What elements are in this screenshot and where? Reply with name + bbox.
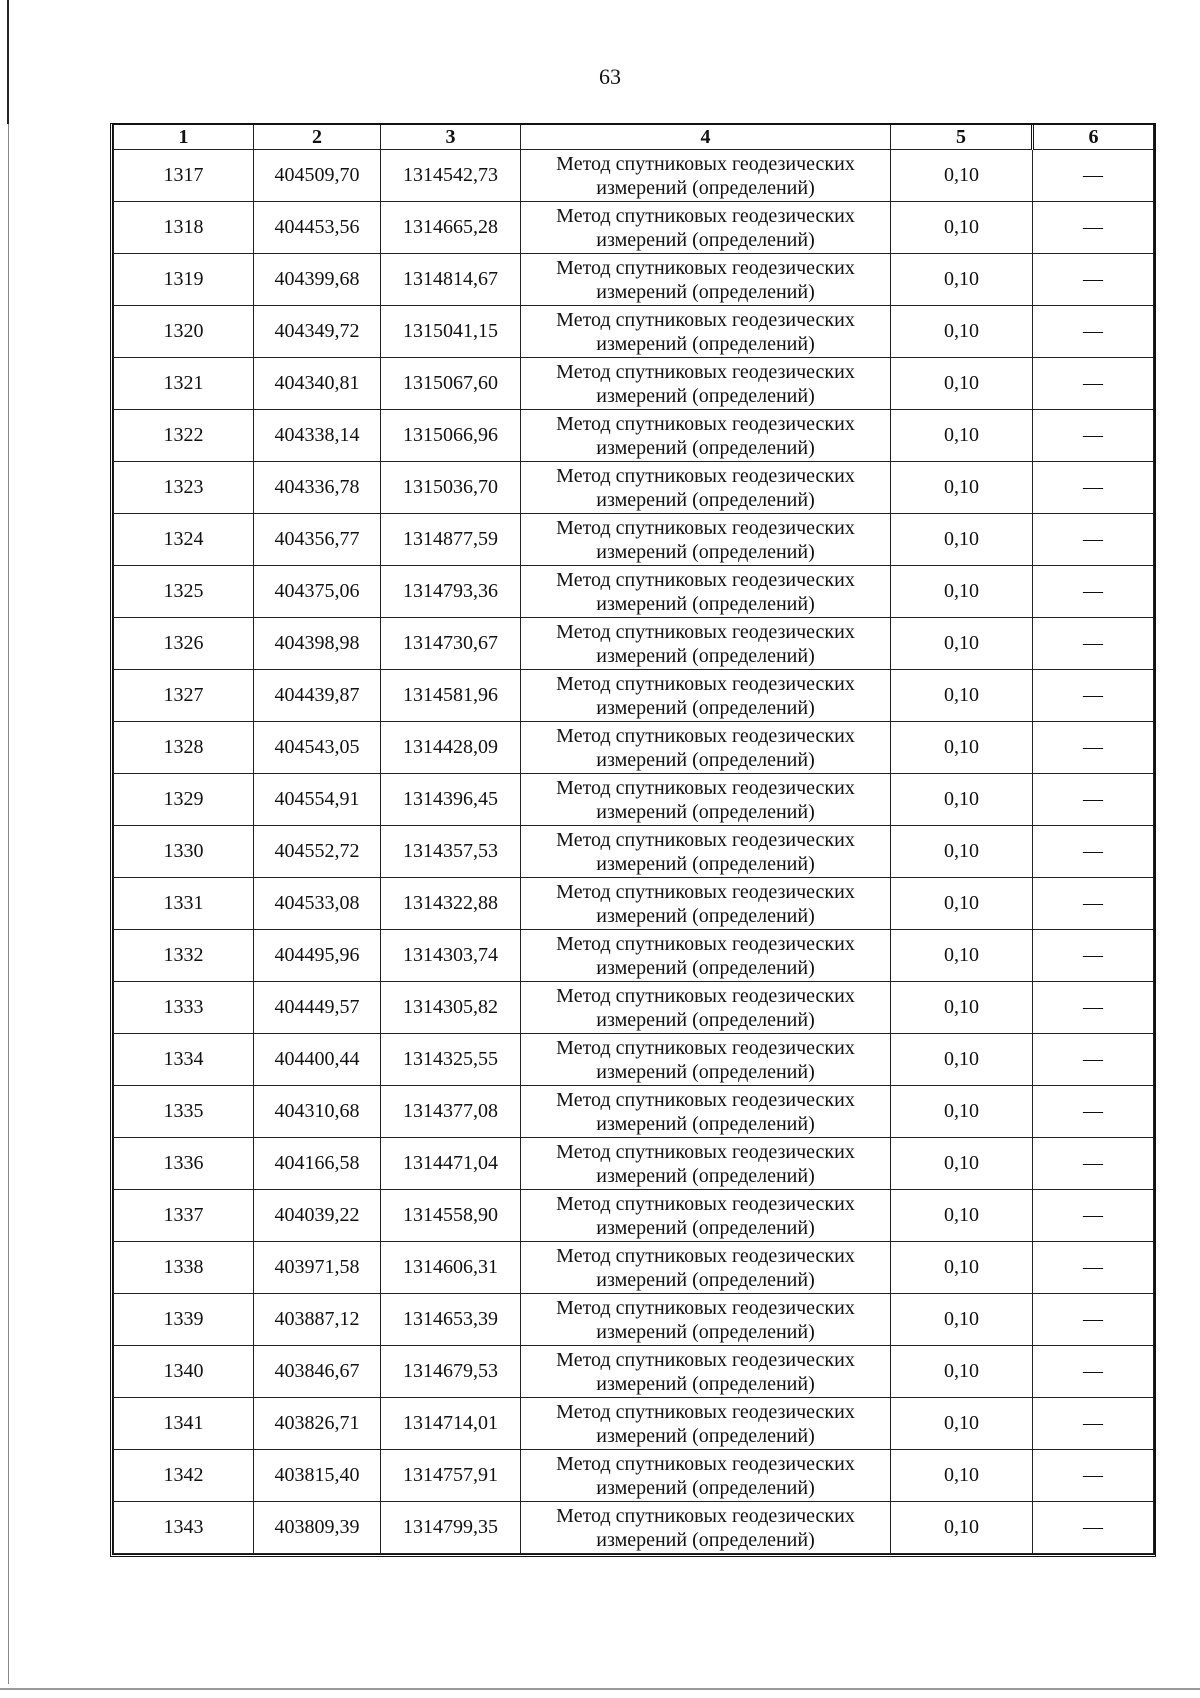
method-cell: [521, 878, 891, 930]
method-cell: [521, 1138, 891, 1190]
accuracy-cell: 0,10: [891, 774, 1033, 826]
coordinate-y-cell: 1314581,96: [381, 670, 521, 722]
header-cell-6: 6: [1033, 125, 1154, 150]
coordinate-y-cell: 1314428,09: [381, 722, 521, 774]
table-body: [114, 150, 1154, 1554]
method-cell: [521, 930, 891, 982]
method-cell: [521, 1346, 891, 1398]
method-line-1: Метод спутниковых геодезических: [556, 308, 855, 331]
accuracy-cell: 0,10: [891, 254, 1033, 306]
method-line-1: Метод спутниковых геодезических: [556, 1244, 855, 1267]
coordinate-x-cell: 404336,78: [254, 462, 381, 514]
method-line-2: измерений (определений): [596, 540, 815, 563]
method-line-1: Метод спутниковых геодезических: [556, 1400, 855, 1423]
table-row: [114, 1294, 1154, 1346]
header-cell-2: 2: [254, 125, 381, 150]
coordinate-y-cell: 1314679,53: [381, 1346, 521, 1398]
method-line-2: измерений (определений): [596, 436, 815, 459]
method-line-1: Метод спутниковых геодезических: [556, 412, 855, 435]
accuracy-cell: 0,10: [891, 722, 1033, 774]
point-number-cell: 1326: [114, 618, 254, 670]
accuracy-cell: 0,10: [891, 202, 1033, 254]
point-number-cell: 1332: [114, 930, 254, 982]
method-line-1: Метод спутниковых геодезических: [556, 984, 855, 1007]
method-cell: [521, 1034, 891, 1086]
coordinate-y-cell: 1314730,67: [381, 618, 521, 670]
coordinate-y-cell: 1314665,28: [381, 202, 521, 254]
point-number-cell: 1334: [114, 1034, 254, 1086]
coordinate-y-cell: 1314396,45: [381, 774, 521, 826]
coordinate-y-cell: 1314377,08: [381, 1086, 521, 1138]
method-line-2: измерений (определений): [596, 1372, 815, 1395]
method-cell: [521, 462, 891, 514]
method-line-2: измерений (определений): [596, 228, 815, 251]
coordinate-x-cell: 403846,67: [254, 1346, 381, 1398]
table-row: [114, 1086, 1154, 1138]
coordinate-x-cell: 404338,14: [254, 410, 381, 462]
coordinate-y-cell: 1314757,91: [381, 1450, 521, 1502]
coordinate-x-cell: 404554,91: [254, 774, 381, 826]
header-cell-4: 4: [521, 125, 891, 150]
method-cell: [521, 1450, 891, 1502]
left-margin-rule: [7, 0, 9, 124]
table-row: [114, 670, 1154, 722]
method-line-2: измерений (определений): [596, 176, 815, 199]
coordinate-y-cell: 1314357,53: [381, 826, 521, 878]
method-cell: [521, 1190, 891, 1242]
coordinate-x-cell: 404356,77: [254, 514, 381, 566]
accuracy-cell: 0,10: [891, 1190, 1033, 1242]
point-number-cell: 1333: [114, 982, 254, 1034]
accuracy-cell: 0,10: [891, 150, 1033, 202]
method-line-1: Метод спутниковых геодезических: [556, 672, 855, 695]
point-number-cell: 1317: [114, 150, 254, 202]
method-line-2: измерений (определений): [596, 1268, 815, 1291]
header-cell-5: 5: [891, 125, 1033, 150]
method-line-2: измерений (определений): [596, 332, 815, 355]
method-line-1: Метод спутниковых геодезических: [556, 256, 855, 279]
method-cell: [521, 1502, 891, 1554]
method-line-1: Метод спутниковых геодезических: [556, 1036, 855, 1059]
method-cell: [521, 254, 891, 306]
point-number-cell: 1321: [114, 358, 254, 410]
method-line-2: измерений (определений): [596, 1320, 815, 1343]
method-line-2: измерений (определений): [596, 1476, 815, 1499]
accuracy-cell: 0,10: [891, 1398, 1033, 1450]
header-cell-3: 3: [381, 125, 521, 150]
note-cell: —: [1033, 1242, 1154, 1294]
coordinate-y-cell: 1315067,60: [381, 358, 521, 410]
accuracy-cell: 0,10: [891, 982, 1033, 1034]
coordinate-y-cell: 1314793,36: [381, 566, 521, 618]
table-row: [114, 1346, 1154, 1398]
coordinate-x-cell: 404439,87: [254, 670, 381, 722]
table-row: [114, 1502, 1154, 1554]
method-cell: [521, 982, 891, 1034]
coordinate-y-cell: 1314303,74: [381, 930, 521, 982]
note-cell: —: [1033, 1086, 1154, 1138]
note-cell: —: [1033, 774, 1154, 826]
coordinate-x-cell: 404310,68: [254, 1086, 381, 1138]
table-row: [114, 514, 1154, 566]
method-line-1: Метод спутниковых геодезических: [556, 776, 855, 799]
method-line-2: измерений (определений): [596, 748, 815, 771]
method-line-1: Метод спутниковых геодезических: [556, 932, 855, 955]
note-cell: —: [1033, 306, 1154, 358]
note-cell: —: [1033, 1450, 1154, 1502]
accuracy-cell: 0,10: [891, 1450, 1033, 1502]
point-number-cell: 1320: [114, 306, 254, 358]
accuracy-cell: 0,10: [891, 306, 1033, 358]
method-line-2: измерений (определений): [596, 956, 815, 979]
method-line-2: измерений (определений): [596, 696, 815, 719]
point-number-cell: 1318: [114, 202, 254, 254]
point-number-cell: 1342: [114, 1450, 254, 1502]
coordinate-y-cell: 1314606,31: [381, 1242, 521, 1294]
method-cell: [521, 1242, 891, 1294]
accuracy-cell: 0,10: [891, 514, 1033, 566]
note-cell: —: [1033, 410, 1154, 462]
note-cell: —: [1033, 1502, 1154, 1554]
coordinate-y-cell: 1315041,15: [381, 306, 521, 358]
table-row: [114, 1398, 1154, 1450]
point-number-cell: 1331: [114, 878, 254, 930]
note-cell: —: [1033, 150, 1154, 202]
coordinate-y-cell: 1314542,73: [381, 150, 521, 202]
method-cell: [521, 1294, 891, 1346]
coordinate-y-cell: 1314325,55: [381, 1034, 521, 1086]
note-cell: —: [1033, 1190, 1154, 1242]
table-row: [114, 1138, 1154, 1190]
method-line-2: измерений (определений): [596, 592, 815, 615]
table-row: [114, 774, 1154, 826]
coordinate-x-cell: 404039,22: [254, 1190, 381, 1242]
table-row: [114, 202, 1154, 254]
accuracy-cell: 0,10: [891, 670, 1033, 722]
coordinate-y-cell: 1314799,35: [381, 1502, 521, 1554]
accuracy-cell: 0,10: [891, 826, 1033, 878]
table-row: [114, 566, 1154, 618]
point-number-cell: 1327: [114, 670, 254, 722]
note-cell: —: [1033, 202, 1154, 254]
coordinate-y-cell: 1315066,96: [381, 410, 521, 462]
method-line-1: Метод спутниковых геодезических: [556, 724, 855, 747]
method-cell: [521, 1398, 891, 1450]
left-margin-rule-lower: [8, 124, 9, 1684]
table-row: [114, 826, 1154, 878]
note-cell: —: [1033, 1398, 1154, 1450]
coordinate-x-cell: 404543,05: [254, 722, 381, 774]
method-line-1: Метод спутниковых геодезических: [556, 880, 855, 903]
method-line-1: Метод спутниковых геодезических: [556, 1140, 855, 1163]
note-cell: —: [1033, 566, 1154, 618]
method-line-1: Метод спутниковых геодезических: [556, 1452, 855, 1475]
coordinate-x-cell: 404349,72: [254, 306, 381, 358]
table-row: [114, 150, 1154, 202]
table-row: [114, 618, 1154, 670]
coordinate-x-cell: 403887,12: [254, 1294, 381, 1346]
method-line-2: измерений (определений): [596, 1008, 815, 1031]
method-cell: [521, 566, 891, 618]
coordinate-x-cell: 404399,68: [254, 254, 381, 306]
accuracy-cell: 0,10: [891, 1242, 1033, 1294]
accuracy-cell: 0,10: [891, 1086, 1033, 1138]
method-cell: [521, 410, 891, 462]
coordinate-x-cell: 403826,71: [254, 1398, 381, 1450]
method-line-1: Метод спутниковых геодезических: [556, 360, 855, 383]
coordinates-table: [113, 125, 1154, 1554]
method-cell: [521, 514, 891, 566]
coordinate-x-cell: 403971,58: [254, 1242, 381, 1294]
point-number-cell: 1329: [114, 774, 254, 826]
method-cell: [521, 826, 891, 878]
accuracy-cell: 0,10: [891, 930, 1033, 982]
accuracy-cell: 0,10: [891, 1294, 1033, 1346]
method-cell: [521, 670, 891, 722]
coordinate-x-cell: 404400,44: [254, 1034, 381, 1086]
header-cell-1: 1: [114, 125, 254, 150]
coordinates-table-frame: [110, 123, 1156, 1557]
method-cell: [521, 722, 891, 774]
method-line-1: Метод спутниковых геодезических: [556, 1088, 855, 1111]
table-row: [114, 1242, 1154, 1294]
method-line-1: Метод спутниковых геодезических: [556, 568, 855, 591]
coordinate-y-cell: 1314714,01: [381, 1398, 521, 1450]
coordinate-x-cell: 403809,39: [254, 1502, 381, 1554]
note-cell: —: [1033, 1294, 1154, 1346]
coordinate-x-cell: 404340,81: [254, 358, 381, 410]
note-cell: —: [1033, 462, 1154, 514]
method-line-2: измерений (определений): [596, 1216, 815, 1239]
coordinate-y-cell: 1314814,67: [381, 254, 521, 306]
note-cell: —: [1033, 670, 1154, 722]
table-row: [114, 1190, 1154, 1242]
table-row: [114, 722, 1154, 774]
method-cell: [521, 306, 891, 358]
method-line-2: измерений (определений): [596, 904, 815, 927]
method-cell: [521, 1086, 891, 1138]
table-row: [114, 1034, 1154, 1086]
method-line-2: измерений (определений): [596, 644, 815, 667]
note-cell: —: [1033, 722, 1154, 774]
method-line-2: измерений (определений): [596, 1164, 815, 1187]
point-number-cell: 1340: [114, 1346, 254, 1398]
method-line-1: Метод спутниковых геодезических: [556, 1348, 855, 1371]
coordinate-x-cell: 404495,96: [254, 930, 381, 982]
point-number-cell: 1343: [114, 1502, 254, 1554]
coordinate-x-cell: 404533,08: [254, 878, 381, 930]
table-row: [114, 462, 1154, 514]
method-line-1: Метод спутниковых геодезических: [556, 828, 855, 851]
note-cell: —: [1033, 1034, 1154, 1086]
accuracy-cell: 0,10: [891, 1138, 1033, 1190]
method-line-1: Метод спутниковых геодезических: [556, 1504, 855, 1527]
method-line-2: измерений (определений): [596, 800, 815, 823]
coordinate-y-cell: 1314653,39: [381, 1294, 521, 1346]
point-number-cell: 1324: [114, 514, 254, 566]
method-line-1: Метод спутниковых геодезических: [556, 204, 855, 227]
coordinate-x-cell: 403815,40: [254, 1450, 381, 1502]
point-number-cell: 1328: [114, 722, 254, 774]
bottom-scan-rule: [0, 1688, 1200, 1690]
table-row: [114, 1450, 1154, 1502]
coordinate-y-cell: 1314322,88: [381, 878, 521, 930]
note-cell: —: [1033, 618, 1154, 670]
coordinate-y-cell: 1315036,70: [381, 462, 521, 514]
method-cell: [521, 358, 891, 410]
note-cell: —: [1033, 514, 1154, 566]
method-line-2: измерений (определений): [596, 1424, 815, 1447]
note-cell: —: [1033, 930, 1154, 982]
table-row: [114, 306, 1154, 358]
point-number-cell: 1323: [114, 462, 254, 514]
method-line-2: измерений (определений): [596, 280, 815, 303]
method-line-1: Метод спутниковых геодезических: [556, 464, 855, 487]
coordinate-y-cell: 1314305,82: [381, 982, 521, 1034]
page-number: 63: [599, 64, 621, 89]
point-number-cell: 1341: [114, 1398, 254, 1450]
coordinate-y-cell: 1314877,59: [381, 514, 521, 566]
accuracy-cell: 0,10: [891, 462, 1033, 514]
table-row: [114, 254, 1154, 306]
point-number-cell: 1322: [114, 410, 254, 462]
method-line-2: измерений (определений): [596, 1528, 815, 1551]
accuracy-cell: 0,10: [891, 410, 1033, 462]
point-number-cell: 1319: [114, 254, 254, 306]
accuracy-cell: 0,10: [891, 1502, 1033, 1554]
coordinate-x-cell: 404398,98: [254, 618, 381, 670]
coordinate-x-cell: 404509,70: [254, 150, 381, 202]
note-cell: —: [1033, 878, 1154, 930]
table-row: [114, 982, 1154, 1034]
accuracy-cell: 0,10: [891, 1346, 1033, 1398]
point-number-cell: 1338: [114, 1242, 254, 1294]
note-cell: —: [1033, 1346, 1154, 1398]
method-line-1: Метод спутниковых геодезических: [556, 152, 855, 175]
note-cell: —: [1033, 358, 1154, 410]
method-line-1: Метод спутниковых геодезических: [556, 516, 855, 539]
method-cell: [521, 150, 891, 202]
method-line-1: Метод спутниковых геодезических: [556, 620, 855, 643]
header-row: [114, 125, 1154, 150]
coordinate-y-cell: 1314558,90: [381, 1190, 521, 1242]
point-number-cell: 1335: [114, 1086, 254, 1138]
coordinate-x-cell: 404375,06: [254, 566, 381, 618]
method-line-2: измерений (определений): [596, 852, 815, 875]
method-line-2: измерений (определений): [596, 1112, 815, 1135]
accuracy-cell: 0,10: [891, 566, 1033, 618]
method-line-2: измерений (определений): [596, 488, 815, 511]
method-line-1: Метод спутниковых геодезических: [556, 1296, 855, 1319]
method-cell: [521, 618, 891, 670]
table-row: [114, 878, 1154, 930]
coordinate-x-cell: 404449,57: [254, 982, 381, 1034]
accuracy-cell: 0,10: [891, 878, 1033, 930]
method-line-2: измерений (определений): [596, 384, 815, 407]
accuracy-cell: 0,10: [891, 618, 1033, 670]
method-cell: [521, 774, 891, 826]
accuracy-cell: 0,10: [891, 358, 1033, 410]
point-number-cell: 1336: [114, 1138, 254, 1190]
table-row: [114, 410, 1154, 462]
point-number-cell: 1330: [114, 826, 254, 878]
method-cell: [521, 202, 891, 254]
note-cell: —: [1033, 826, 1154, 878]
table-row: [114, 930, 1154, 982]
coordinate-x-cell: 404166,58: [254, 1138, 381, 1190]
note-cell: —: [1033, 1138, 1154, 1190]
method-line-1: Метод спутниковых геодезических: [556, 1192, 855, 1215]
accuracy-cell: 0,10: [891, 1034, 1033, 1086]
coordinate-y-cell: 1314471,04: [381, 1138, 521, 1190]
note-cell: —: [1033, 982, 1154, 1034]
coordinate-x-cell: 404453,56: [254, 202, 381, 254]
point-number-cell: 1339: [114, 1294, 254, 1346]
table-row: [114, 358, 1154, 410]
method-line-2: измерений (определений): [596, 1060, 815, 1083]
note-cell: —: [1033, 254, 1154, 306]
point-number-cell: 1325: [114, 566, 254, 618]
coordinate-x-cell: 404552,72: [254, 826, 381, 878]
point-number-cell: 1337: [114, 1190, 254, 1242]
